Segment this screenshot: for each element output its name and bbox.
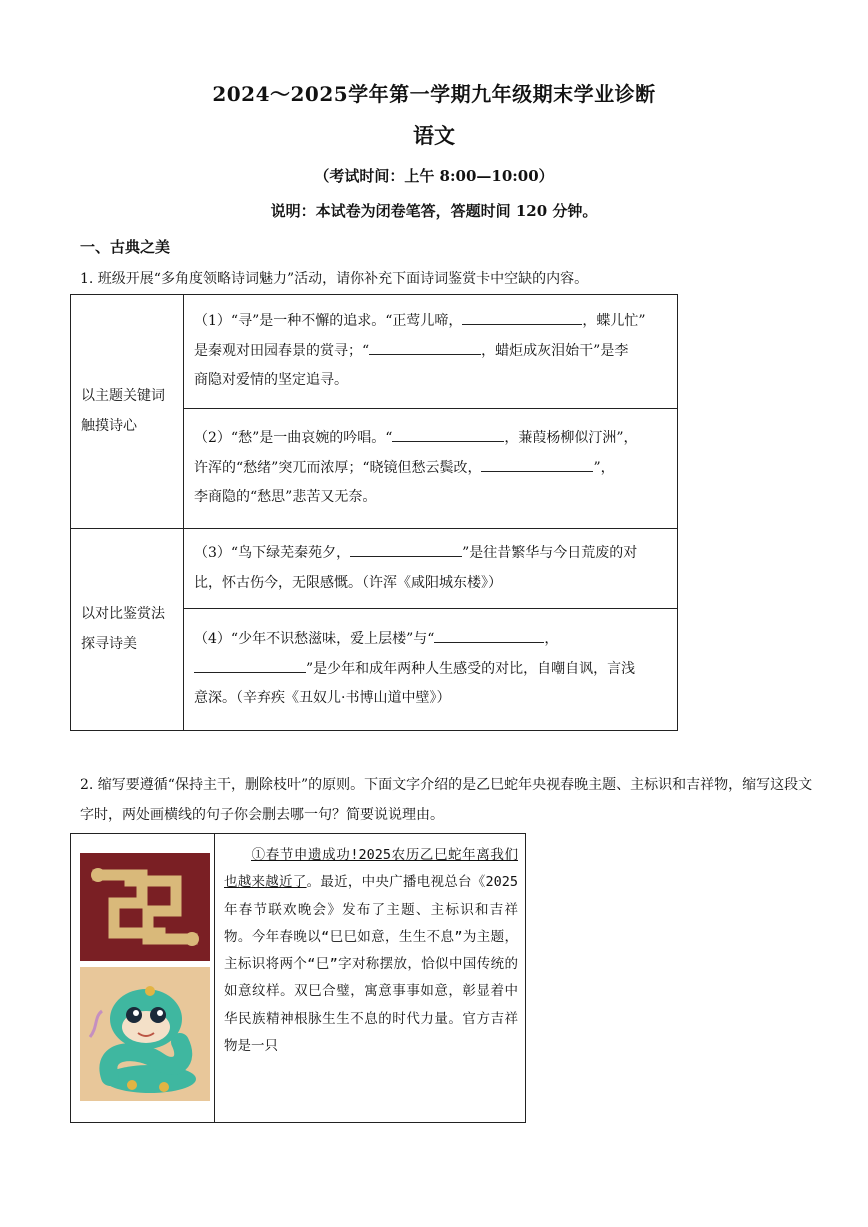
answer-blank[interactable] — [434, 627, 544, 643]
exam-time: （考试时间：上午 8:00—10:00） — [314, 167, 554, 185]
answer-blank[interactable] — [194, 656, 306, 672]
card-item-1: （1）“寻”是一种不懈的追求。“正莺儿啼， ，蝶儿忙” 是秦观对田园春景的赏寻；“ ，蜡炬成灰泪始干”是李 商隐对爱情的坚定追寻。 — [184, 295, 678, 409]
exam-title: 2024～2025学年第一学期九年级期末学业诊断 — [212, 82, 656, 106]
answer-blank[interactable] — [369, 338, 481, 354]
question-2-stem: 2. 缩写要遵循“保持主干，删除枝叶”的原则。下面文字介绍的是乙巳蛇年央视春晚主题、主标识和吉祥物，缩写这段文字时，两处画横线的句子你会删去哪一句？简要说说理由。 — [80, 777, 813, 824]
underlined-sentence-1: ①春节申遗成功!2025农历乙巳蛇年离我们也越来越近了 — [224, 847, 518, 891]
answer-blank[interactable] — [481, 455, 593, 471]
subject-title: 语文 — [413, 123, 455, 148]
image-column — [70, 833, 215, 1123]
category-theme-keywords: 以主题关键词 触摸诗心 — [71, 295, 184, 529]
snake-mascot-image — [80, 967, 210, 1101]
category-contrast: 以对比鉴赏法 探寻诗美 — [71, 529, 184, 731]
section-heading: 一、古典之美 — [80, 238, 171, 256]
card-item-3: （3）“鸟下绿芜秦苑夕， ”是往昔繁华与今日荒废的对 比，怀古伤今，无限感慨。（许浑《咸阳城东楼》） — [184, 529, 678, 609]
chunwan-logo-image — [80, 853, 210, 961]
answer-blank[interactable] — [350, 541, 462, 557]
answer-blank[interactable] — [392, 426, 504, 442]
passage-text: ①春节申遗成功!2025农历乙巳蛇年离我们也越来越近了。最近，中央广播电视总台《2025年春节联欢晚会》发布了主题、主标识和吉祥物。今年春晚以“巳巳如意，生生不息”为主题，主标识将两个“巳”字对称摆放，恰似中国传统的如意纹样。双巳合璧，寓意事事如意，彰显着中华民族精神根脉生生不息的时代力量。官方吉祥物是一只 — [224, 847, 518, 1054]
card-item-4: （4）“少年不识愁滋味，爱上层楼”与“ ， ”是少年和成年两种人生感受的对比，自嘲自讽，言浅 意深。（辛弃疾《丑奴儿·书博山道中壁》） — [184, 609, 678, 731]
exam-note: 说明：本试卷为闭卷笔答，答题时间 120 分钟。 — [270, 202, 598, 220]
poetry-appreciation-card — [70, 294, 678, 731]
answer-blank[interactable] — [462, 309, 582, 325]
question-1-stem: 1. 班级开展“多角度领略诗词魅力”活动，请你补充下面诗词鉴赏卡中空缺的内容。 — [80, 271, 589, 287]
card-item-2: （2）“愁”是一曲哀婉的吟唱。“ ，蒹葭杨柳似汀洲”， 许浑的“愁绪”突兀而浓厚；“晓镜但愁云鬓改， ”， 李商隐的“愁思”悲苦又无奈。 — [184, 409, 678, 529]
